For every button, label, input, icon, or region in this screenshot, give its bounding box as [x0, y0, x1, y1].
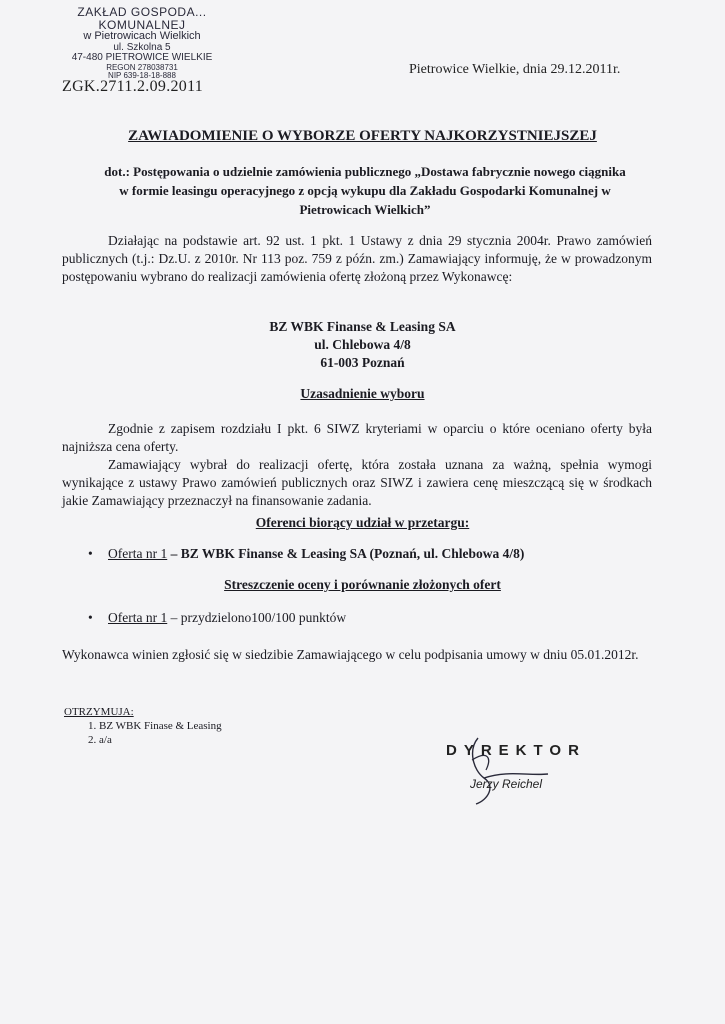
paragraph-criteria: Zgodnie z zapisem rozdziału I pkt. 6 SIWZ kryteriami w oparciu o które oceniano oferty była najniższa cena oferty.	[62, 421, 652, 454]
paragraph-contract-date: Wykonawca winien zgłosić się w siedzibie Zamawiającego w celu podpisania umowy w dniu 05.01.2012r.	[62, 647, 639, 662]
recipient-item: 1. BZ WBK Finase & Leasing	[88, 720, 222, 732]
offer-link: Oferta nr 1	[108, 610, 168, 625]
paragraph-selection: Zamawiający wybrał do realizacji ofertę, która została uznana za ważną, spełnia wymogi wynikające z ustawy Prawo zamówień publicznych oraz SIWZ i zawiera cenę mieszczącą się w środkach jakie Zamawiający przeznaczył na finansowanie zadania.	[62, 457, 652, 508]
stamp-line: NIP 639-18-18-888	[108, 71, 176, 81]
winner-city: 61-003 Poznań	[320, 355, 405, 370]
subject-line: Pietrowicach Wielkich”	[299, 202, 431, 217]
heading-justification: Uzasadnienie wyboru	[300, 386, 425, 401]
heading-summary: Streszczenie oceny i porównanie złożonych ofert	[224, 577, 501, 592]
bidder-text: – BZ WBK Finanse & Leasing SA (Poznań, ul. Chlebowa 4/8)	[167, 546, 525, 561]
winner-name: BZ WBK Finanse & Leasing SA	[269, 319, 456, 334]
document-title: ZAWIADOMIENIE O WYBORZE OFERTY NAJKORZYSTNIEJSZEJ	[128, 128, 597, 144]
signature-title: DYREKTOR	[446, 742, 586, 759]
subject-line: dot.: Postępowania o udzielnie zamówienia publicznego „Dostawa fabrycznie nowego ciągnika	[104, 164, 626, 179]
stamp-line: ZAKŁAD GOSPODA...	[77, 5, 207, 19]
bidder-list-item	[88, 546, 524, 562]
stamp-line: KOMUNALNEJ	[98, 17, 186, 32]
bullet-icon: •	[88, 610, 93, 625]
company-stamp	[44, 6, 240, 81]
recipients-list	[64, 705, 222, 747]
winner-street: ul. Chlebowa 4/8	[314, 337, 411, 352]
stamp-line: 47-480 PIETROWICE WIELKIE	[71, 52, 213, 64]
subject	[70, 162, 660, 219]
stamp-line: REGON 278038731	[106, 62, 178, 72]
stamp-line: w Pietrowicach Wielkich	[83, 30, 201, 43]
score-list-item	[88, 610, 346, 626]
bullet-icon: •	[88, 546, 93, 561]
recipient-item: 2. a/a	[88, 734, 112, 746]
score-text: – przydzielono100/100 punktów	[167, 610, 347, 625]
heading-bidders: Oferenci biorący udział w przetargu:	[255, 515, 470, 530]
signature-name: Jerzy Reichel	[470, 777, 543, 791]
stamp-line: ul. Szkolna 5	[113, 41, 171, 53]
reference-number: ZGK.2711.2.09.2011	[62, 78, 204, 95]
place-date: Pietrowice Wielkie, dnia 29.12.2011r.	[409, 62, 621, 77]
paragraph-legal-basis: Działając na podstawie art. 92 ust. 1 pkt. 1 Ustawy z dnia 29 stycznia 2004r. Prawo zamówień publicznych (t.j.: Dz.U. z 2010r. Nr 113 poz. 759 z późn. zm.) Zamawiający informuję, że w prowadzonym postępowaniu wybrano do realizacji zamówienia ofertę złożoną przez Wykonawcę:	[62, 233, 652, 284]
subject-line: w formie leasingu operacyjnego z opcją wykupu dla Zakładu Gospodarki Komunalnej w	[119, 183, 611, 198]
winner-address	[0, 318, 725, 372]
recipients-heading: OTRZYMUJA:	[64, 706, 134, 718]
offer-link: Oferta nr 1	[108, 546, 168, 561]
